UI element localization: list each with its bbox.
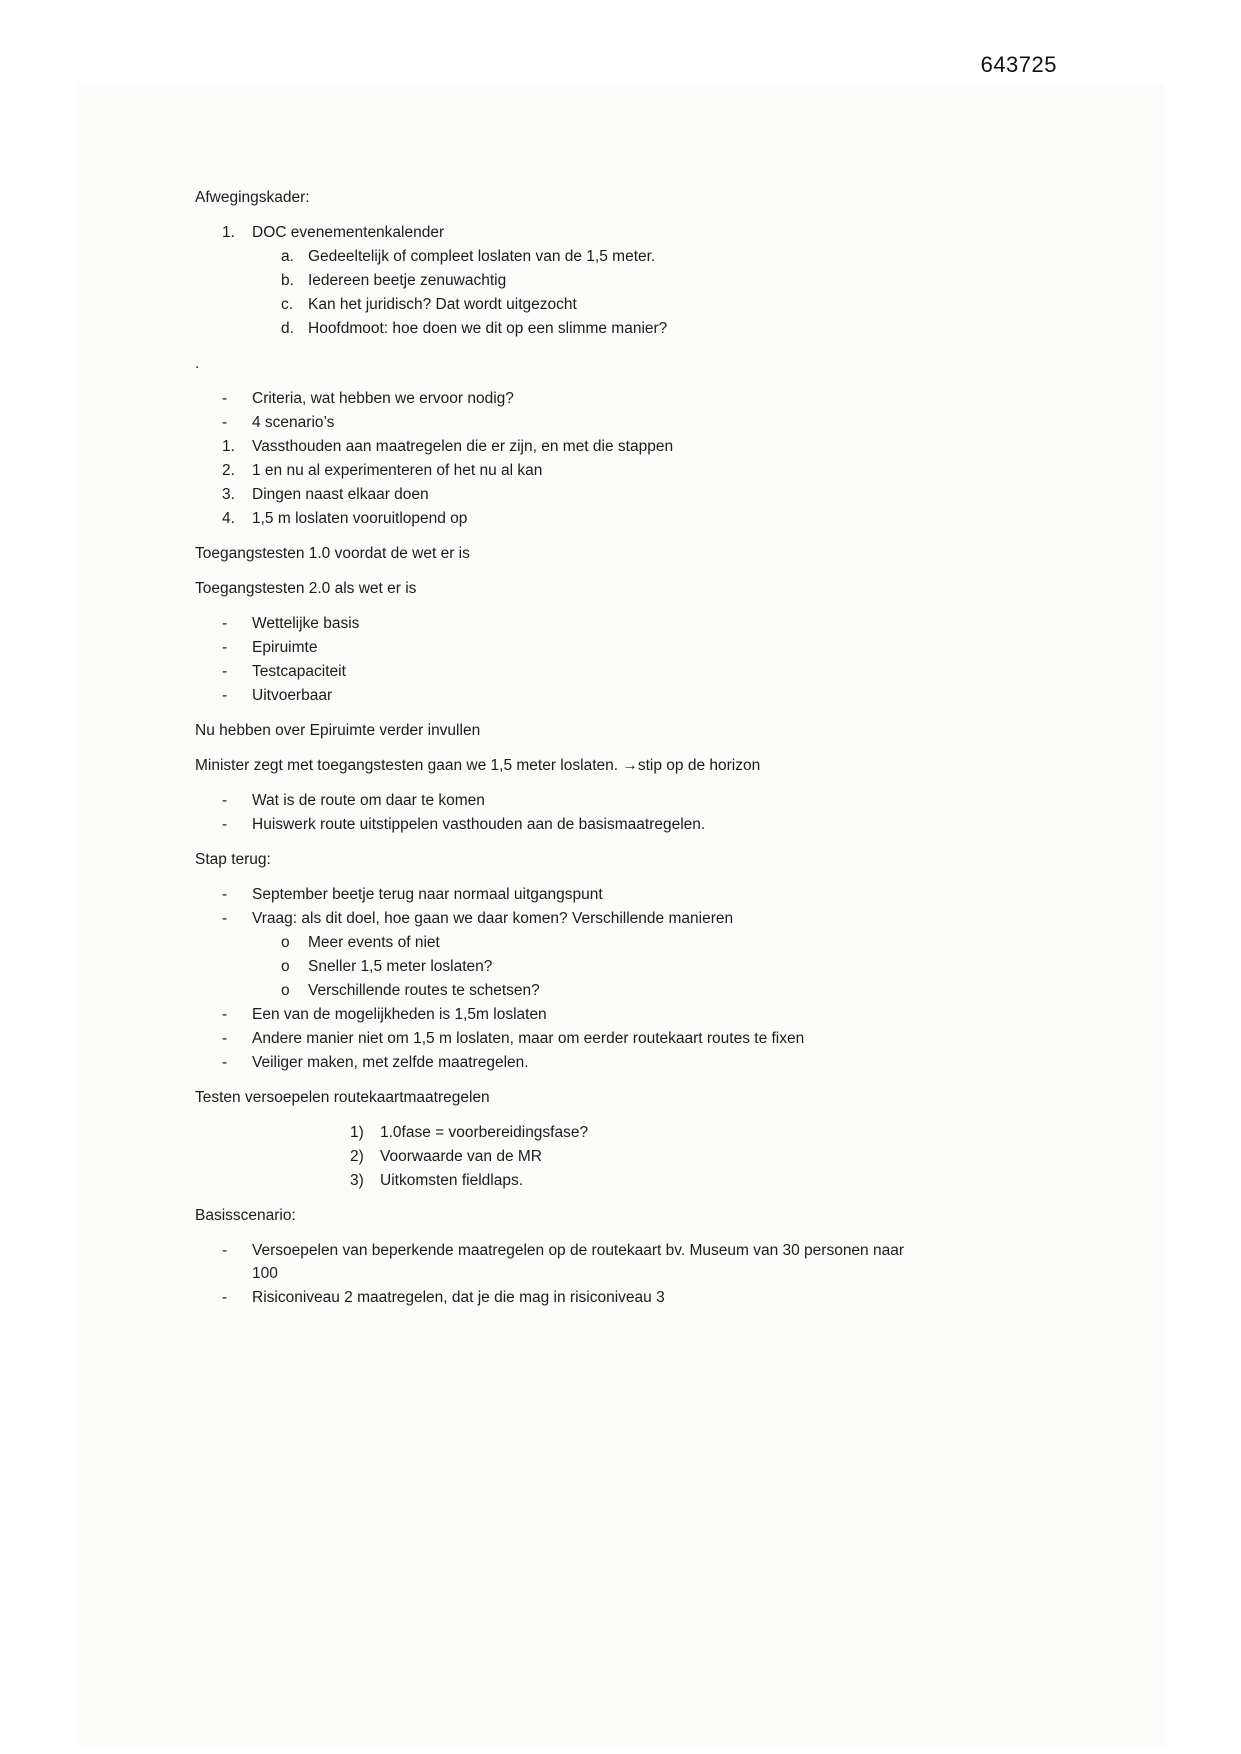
list-item-text: Wat is de route om daar te komen bbox=[252, 792, 485, 809]
list-item-text: Vassthouden aan maatregelen die er zijn, en met die stappen bbox=[252, 438, 674, 455]
list-item bbox=[195, 1169, 907, 1192]
list-item-text: Iedereen beetje zenuwachtig bbox=[308, 272, 507, 289]
list-item bbox=[195, 221, 907, 244]
document-content bbox=[195, 186, 907, 1310]
list-marker: o bbox=[281, 934, 290, 951]
list-marker: d. bbox=[281, 320, 294, 337]
list-item bbox=[195, 660, 907, 683]
list-item bbox=[195, 883, 907, 906]
list-item-text: 4 scenario’s bbox=[252, 414, 335, 431]
list-item-text: Testcapaciteit bbox=[252, 663, 346, 680]
list-item-text: Wettelijke basis bbox=[252, 615, 360, 632]
list-marker: b. bbox=[281, 272, 294, 289]
list-marker: - bbox=[222, 414, 228, 431]
list-marker: - bbox=[222, 816, 228, 833]
list-marker: - bbox=[222, 615, 228, 632]
list-item bbox=[195, 1027, 907, 1050]
list-item-text: Voorwaarde van de MR bbox=[380, 1148, 542, 1165]
list-item-text: Sneller 1,5 meter loslaten? bbox=[308, 958, 493, 975]
page-number: 643725 bbox=[980, 52, 1057, 77]
list-marker: - bbox=[222, 390, 228, 407]
list-item-text: Een van de mogelijkheden is 1,5m loslaten bbox=[252, 1006, 547, 1023]
list-marker: 1. bbox=[222, 438, 235, 455]
list-marker: - bbox=[222, 792, 228, 809]
list-marker: - bbox=[222, 1054, 228, 1071]
list-marker: - bbox=[222, 1289, 228, 1306]
list-item bbox=[195, 459, 907, 482]
list-marker: c. bbox=[281, 296, 294, 313]
list-item bbox=[195, 269, 907, 292]
list-item bbox=[195, 684, 907, 707]
list-marker: - bbox=[222, 639, 228, 656]
list-marker: o bbox=[281, 982, 290, 999]
list-item-text: 1 en nu al experimenteren of het nu al kan bbox=[252, 462, 543, 479]
list-item bbox=[195, 507, 907, 530]
list-item bbox=[195, 789, 907, 812]
list-marker: - bbox=[222, 886, 228, 903]
list-item bbox=[195, 1286, 907, 1309]
list-item bbox=[195, 1003, 907, 1026]
list-item-text: September beetje terug naar normaal uitgangspunt bbox=[252, 886, 603, 903]
list-marker: 1) bbox=[350, 1124, 364, 1141]
list-marker: - bbox=[222, 1242, 228, 1259]
list-item bbox=[195, 317, 907, 340]
list-item-text: Hoofdmoot: hoe doen we dit op een slimme manier? bbox=[308, 320, 668, 337]
list-item-text: Kan het juridisch? Dat wordt uitgezocht bbox=[308, 296, 577, 313]
list-marker: - bbox=[222, 910, 228, 927]
paragraph: Nu hebben over Epiruimte verder invullen bbox=[195, 722, 481, 739]
list-item-text: Versoepelen van beperkende maatregelen op de routekaart bv. Museum van 30 personen naar 100 bbox=[252, 1242, 905, 1282]
list-item-text: Gedeeltelijk of compleet loslaten van de 1,5 meter. bbox=[308, 248, 656, 265]
paragraph: . bbox=[195, 355, 200, 372]
list-item bbox=[195, 293, 907, 316]
list-item-text: 1,5 m loslaten vooruitlopend op bbox=[252, 510, 468, 527]
list-item bbox=[195, 907, 907, 930]
list-item-text: Risiconiveau 2 maatregelen, dat je die mag in risiconiveau 3 bbox=[252, 1289, 665, 1306]
list-item-text: Uitvoerbaar bbox=[252, 687, 333, 704]
list-item bbox=[195, 612, 907, 635]
list-item bbox=[195, 813, 907, 836]
list-item-text: Criteria, wat hebben we ervoor nodig? bbox=[252, 390, 514, 407]
paragraph: Afwegingskader: bbox=[195, 189, 310, 206]
list-item bbox=[195, 636, 907, 659]
list-item bbox=[195, 1121, 907, 1144]
list-item bbox=[195, 411, 907, 434]
list-marker: 3) bbox=[350, 1172, 364, 1189]
list-marker: 2) bbox=[350, 1148, 364, 1165]
paragraph: Stap terug: bbox=[195, 851, 271, 868]
list-item-text: Veiliger maken, met zelfde maatregelen. bbox=[252, 1054, 529, 1071]
list-item-text: Verschillende routes te schetsen? bbox=[308, 982, 540, 999]
list-item-text: Huiswerk route uitstippelen vasthouden aan de basismaatregelen. bbox=[252, 816, 706, 833]
list-item-text: Uitkomsten fieldlaps. bbox=[380, 1172, 524, 1189]
list-marker: 4. bbox=[222, 510, 235, 527]
paragraph: Testen versoepelen routekaartmaatregelen bbox=[195, 1089, 490, 1106]
list-item bbox=[195, 435, 907, 458]
list-item bbox=[195, 1051, 907, 1074]
paragraph: Toegangstesten 2.0 als wet er is bbox=[195, 580, 417, 597]
paragraph: Minister zegt met toegangstesten gaan we 1,5 meter loslaten. →stip op de horizon bbox=[195, 757, 761, 774]
paragraph: Basisscenario: bbox=[195, 1207, 296, 1224]
list-item-text: Dingen naast elkaar doen bbox=[252, 486, 429, 503]
list-item bbox=[195, 483, 907, 506]
list-marker: a. bbox=[281, 248, 294, 265]
list-marker: - bbox=[222, 1030, 228, 1047]
list-item-text: Meer events of niet bbox=[308, 934, 440, 951]
list-marker: 2. bbox=[222, 462, 235, 479]
list-item-text: Epiruimte bbox=[252, 639, 318, 656]
list-item bbox=[195, 979, 907, 1002]
list-item bbox=[195, 387, 907, 410]
list-item-text: Andere manier niet om 1,5 m loslaten, maar om eerder routekaart routes te fixen bbox=[252, 1030, 805, 1047]
paragraph: Toegangstesten 1.0 voordat de wet er is bbox=[195, 545, 470, 562]
list-marker: o bbox=[281, 958, 290, 975]
list-item-text: 1.0fase = voorbereidingsfase? bbox=[380, 1124, 589, 1141]
list-marker: - bbox=[222, 1006, 228, 1023]
list-item bbox=[195, 955, 907, 978]
list-item bbox=[195, 931, 907, 954]
list-marker: - bbox=[222, 663, 228, 680]
list-item-text: DOC evenementenkalender bbox=[252, 224, 445, 241]
list-item-text: Vraag: als dit doel, hoe gaan we daar komen? Verschillende manieren bbox=[252, 910, 734, 927]
list-item bbox=[195, 245, 907, 268]
list-marker: 3. bbox=[222, 486, 235, 503]
list-item bbox=[195, 1239, 907, 1285]
list-marker: 1. bbox=[222, 224, 235, 241]
list-marker: - bbox=[222, 687, 228, 704]
list-item bbox=[195, 1145, 907, 1168]
